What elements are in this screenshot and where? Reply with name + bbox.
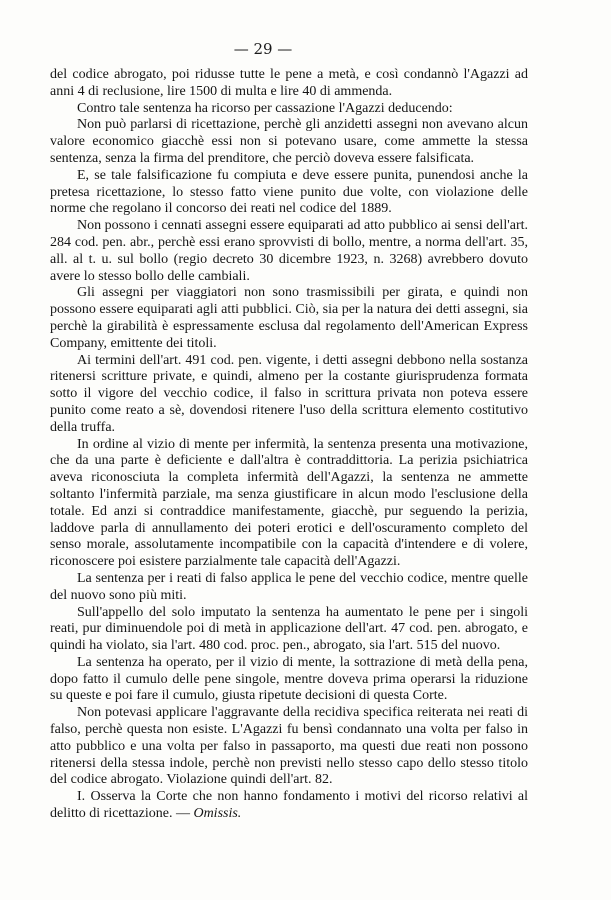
paragraph: Gli assegni per viaggiatori non sono trasmissibili per girata, e quindi non possono essere equiparati agli atti pubblici. Ciò, sia per la natura dei detti assegni, sia perchè la girabilità è espressamente esclusa dal regolamento dell'American Express Company, emittente dei titoli. [50, 285, 528, 351]
paragraph: Contro tale sentenza ha ricorso per cassazione l'Agazzi deducendo: [77, 100, 453, 116]
omissis: Omissis. [193, 806, 242, 822]
paragraph: del codice abrogato, poi ridusse tutte le pene a metà, e così condannò l'Agazzi ad anni 4 di reclusione, lire 1500 di multa e lire 40 di ammenda. [50, 67, 528, 99]
paragraph: E, se tale falsificazione fu compiuta e deve essere punita, punendosi anche la pretesa ricettazione, lo stesso fatto viene punito due volte, con violazione delle norme che regolano il concorso dei reati nel codice del 1889. [50, 167, 528, 217]
paragraph: La sentenza ha operato, per il vizio di mente, la sottrazione di metà della pena, dopo fatto il cumulo delle pene singole, mentre doveva prima operarsi la riduzione su queste e poi fare il cumulo, giusta ripetute decisioni di questa Corte. [50, 654, 528, 704]
page-number: — 29 — [233, 40, 293, 58]
final-text: I. Osserva la Corte che non hanno fondamento i motivi del ricorso relativi al delitto di ricettazione. — [50, 789, 528, 822]
paragraph: In ordine al vizio di mente per infermità, la sentenza presenta una motivazione, che da una parte è deficiente e dall'altra è contraddittoria. La perizia psichiatrica aveva riconosciuta la completa infermità dell'Agazzi, la sentenza ne ammette soltanto l'infermità parziale, ma senza giustificare in alcun modo l'esclusione della totale. Ed anzi si contraddice manifestamente, giacchè, pur seguendo la perizia, laddove parla di annullamento dei poteri erotici e dell'oscuramento completo del senso morale, assolutamente incompatibile con la capacità d'intendere e di volere, riconoscere poi esistere parzialmente tale capacità dell'Agazzi. [50, 436, 528, 570]
paragraph: Sull'appello del solo imputato la sentenza ha aumentato le pene per i singoli reati, pur diminuendole poi di metà in applicazione dell'art. 47 cod. pen. abrogato, e quindi ha violato, sia l'art. 480 cod. proc. pen., abrogato, sia l'art. 515 del nuovo. [50, 604, 528, 654]
final-paragraph [50, 789, 528, 823]
paragraph: La sentenza per i reati di falso applica le pene del vecchio codice, mentre quelle del nuovo sono più miti. [50, 570, 528, 603]
paragraph: Non potevasi applicare l'aggravante della recidiva specifica reiterata nei reati di falso, perchè questa non esiste. L'Agazzi fu bensì condannato una volta per falso in atto pubblico e una volta per falso in passaporto, ma questi due reati non possono ritenersi della stessa indole, perchè non previsti nello stesso capo dello stesso titolo del codice abrogato. Violazione quindi dell'art. 82. [50, 705, 528, 788]
paragraph: Non può parlarsi di ricettazione, perchè gli anzidetti assegni non avevano alcun valore economico giacchè essi non si potevano usare, come ammette la stessa sentenza, senza la firma del prenditore, che perciò doveva essere falsificata. [50, 117, 528, 166]
paragraph: Non possono i cennati assegni essere equiparati ad atto pubblico ai sensi dell'art. 284 cod. pen. abr., perchè essi erano sprovvisti di bollo, mentre, a norma dell'art. 35, all. al t. u. sul bollo (regio decreto 30 dicembre 1923, n. 3268) avrebbero dovuto avere lo stesso bollo delle cambiali. [50, 218, 528, 284]
body-text [50, 67, 528, 823]
paragraph: Ai termini dell'art. 491 cod. pen. vigente, i detti assegni debbono nella sostanza ritenersi scritture private, e quindi, almeno per la costante giurisprudenza formata sotto il vigore del vecchio codice, il falso in scrittura privata non poteva essere punito come reato a sè, dovendosi ritenere l'uso della scrittura elemento costitutivo della truffa. [50, 352, 528, 435]
